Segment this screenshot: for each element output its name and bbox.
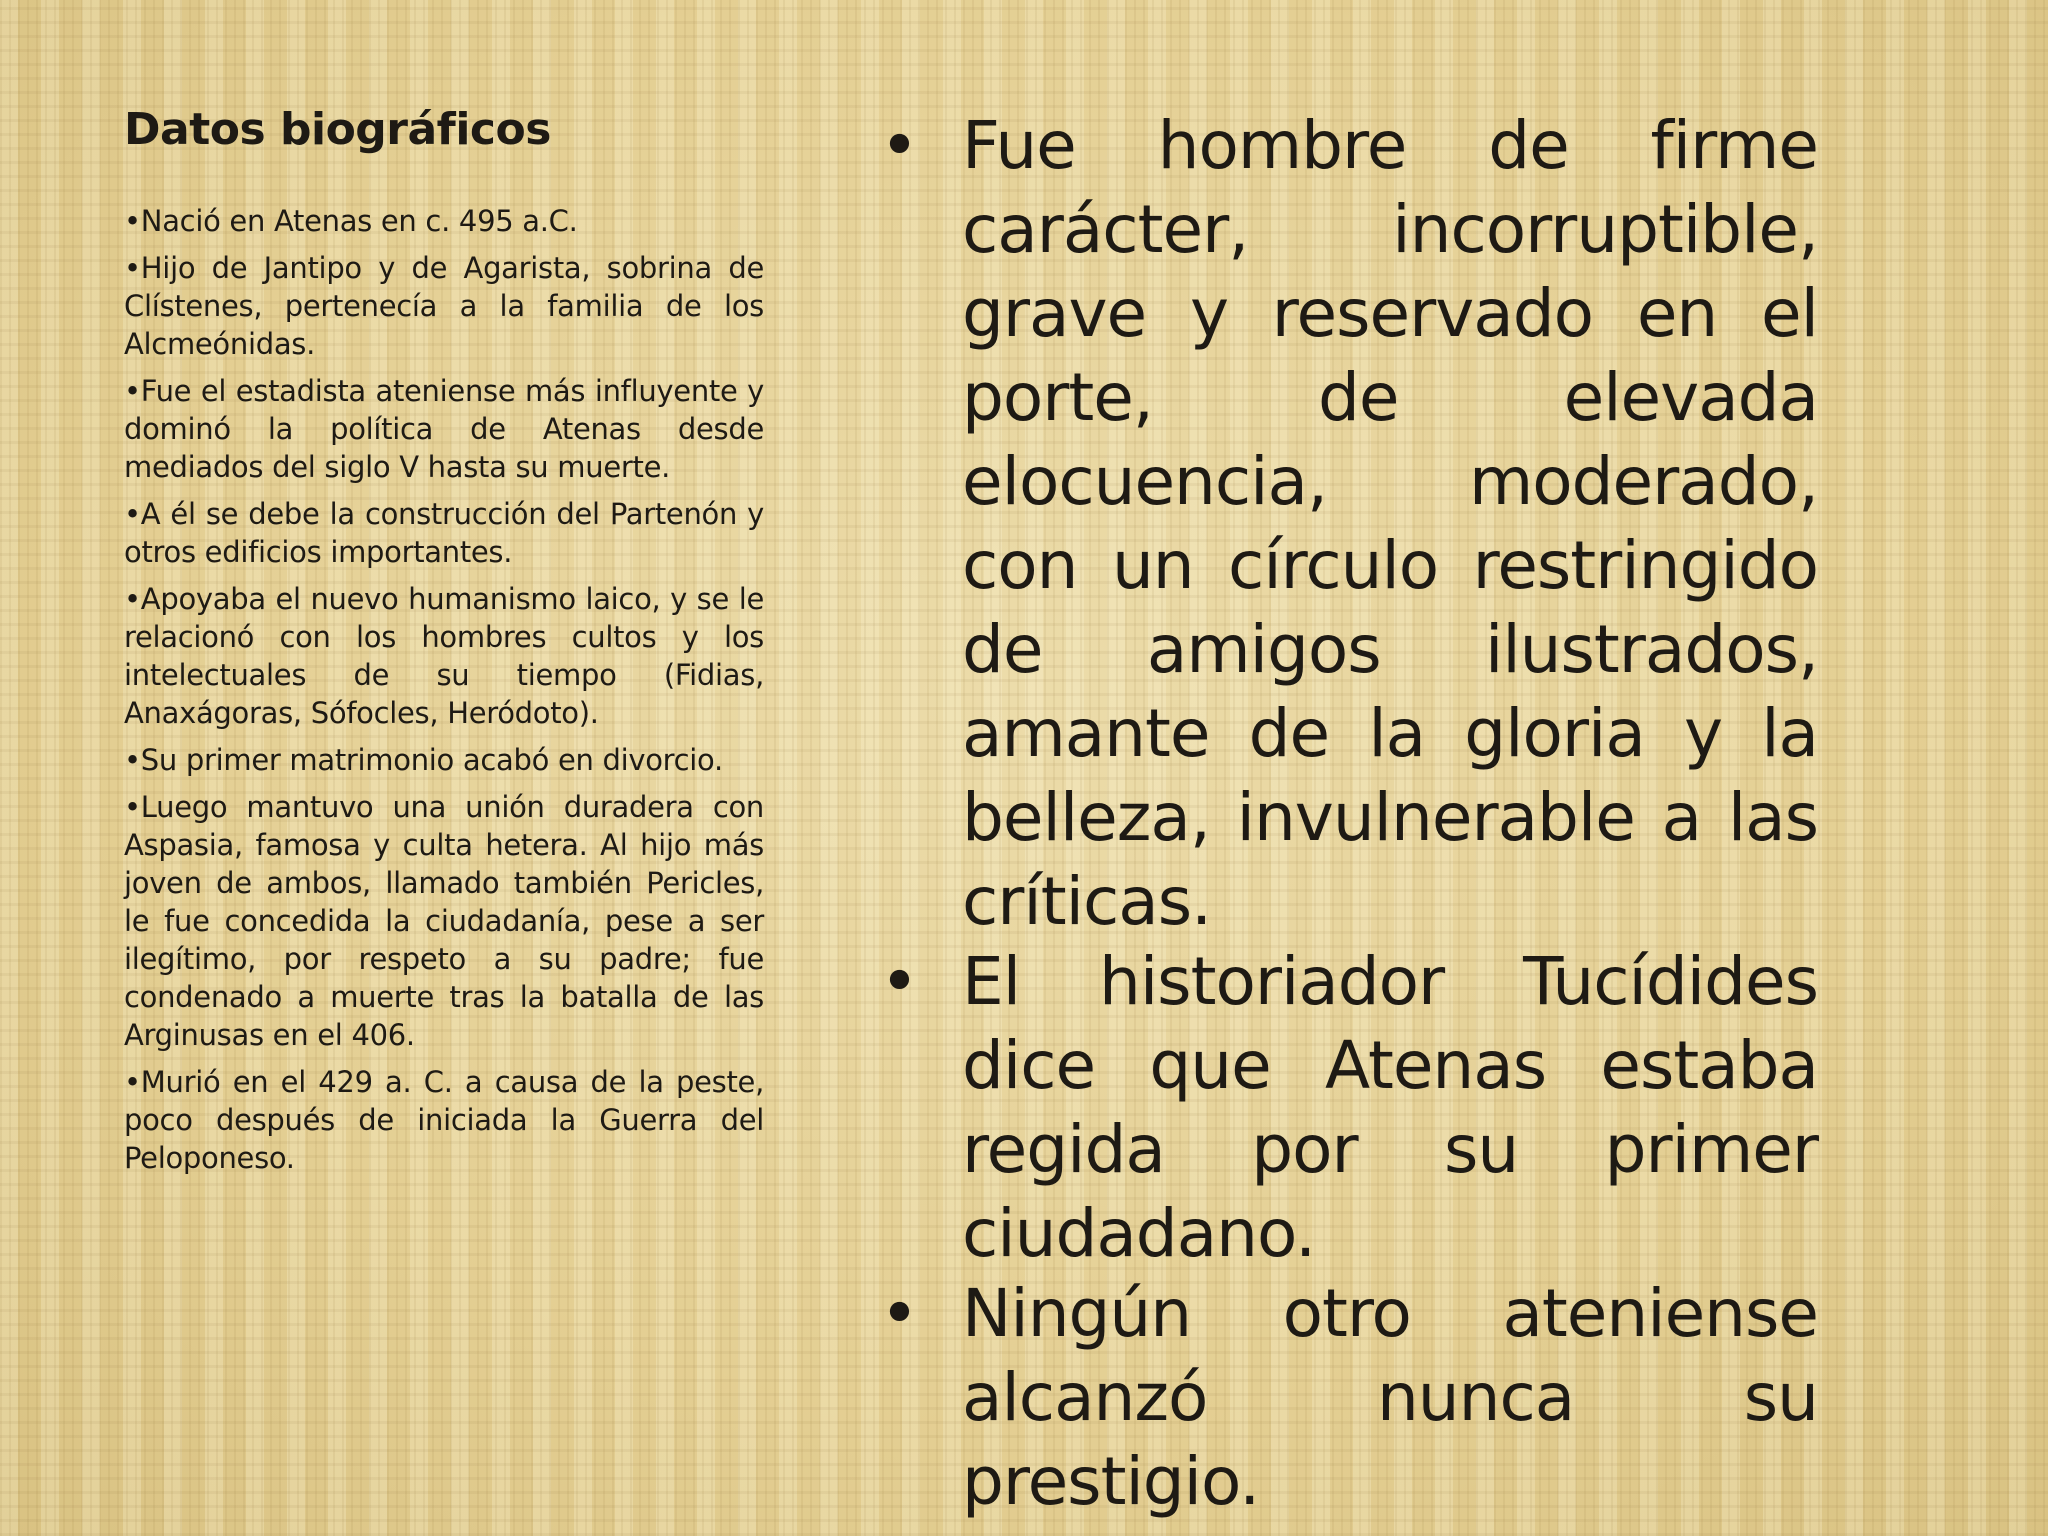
biographical-data-column: [124, 102, 764, 1186]
biographical-list: [124, 202, 764, 1177]
bullet-icon: •: [880, 1275, 918, 1352]
section-title: Datos biográficos: [124, 104, 551, 155]
list-item: [880, 1272, 1818, 1524]
bullet-icon: •: [880, 943, 918, 1020]
list-item: [880, 104, 1818, 944]
list-item-text: Ningún otro ateniense alcanzó nunca su prestigio.: [962, 1275, 1818, 1520]
list-item: •Murió en el 429 a. C. a causa de la peste, poco después de iniciada la Guerra del Peloponeso.: [124, 1065, 764, 1175]
character-description-column: [880, 104, 1818, 1520]
list-item: •Fue el estadista ateniense más influyente y dominó la política de Atenas desde mediados del siglo V hasta su muerte.: [124, 374, 764, 484]
list-item-text: Fue hombre de firme carácter, incorruptible, grave y reservado en el porte, de elevada elocuencia, moderado, con un círculo restringido de amigos ilustrados, amante de la gloria y la belleza, invulnerable a las críticas.: [962, 107, 1818, 940]
list-item: •Hijo de Jantipo y de Agarista, sobrina de Clístenes, pertenecía a la familia de los Alcmeónidas.: [124, 251, 764, 361]
bullet-icon: •: [880, 107, 918, 184]
list-item: •Apoyaba el nuevo humanismo laico, y se le relacionó con los hombres cultos y los intelectuales de su tiempo (Fidias, Anaxágoras, Sófocles, Heródoto).: [124, 582, 764, 730]
list-item: •A él se debe la construcción del Partenón y otros edificios importantes.: [124, 497, 764, 569]
list-item: •Su primer matrimonio acabó en divorcio.: [124, 743, 723, 777]
list-item-text: El historiador Tucídides dice que Atenas estaba regida por su primer ciudadano.: [962, 943, 1818, 1272]
character-list: [880, 104, 1818, 1524]
list-item: •Luego mantuvo una unión duradera con Aspasia, famosa y culta hetera. Al hijo más joven de ambos, llamado también Pericles, le fue concedida la ciudadanía, pese a ser ilegítimo, por respeto a su padre; fue condenado a muerte tras la batalla de las Arginusas en el 406.: [124, 790, 764, 1052]
list-item: [880, 940, 1818, 1276]
list-item: •Nació en Atenas en c. 495 a.C.: [124, 204, 578, 238]
